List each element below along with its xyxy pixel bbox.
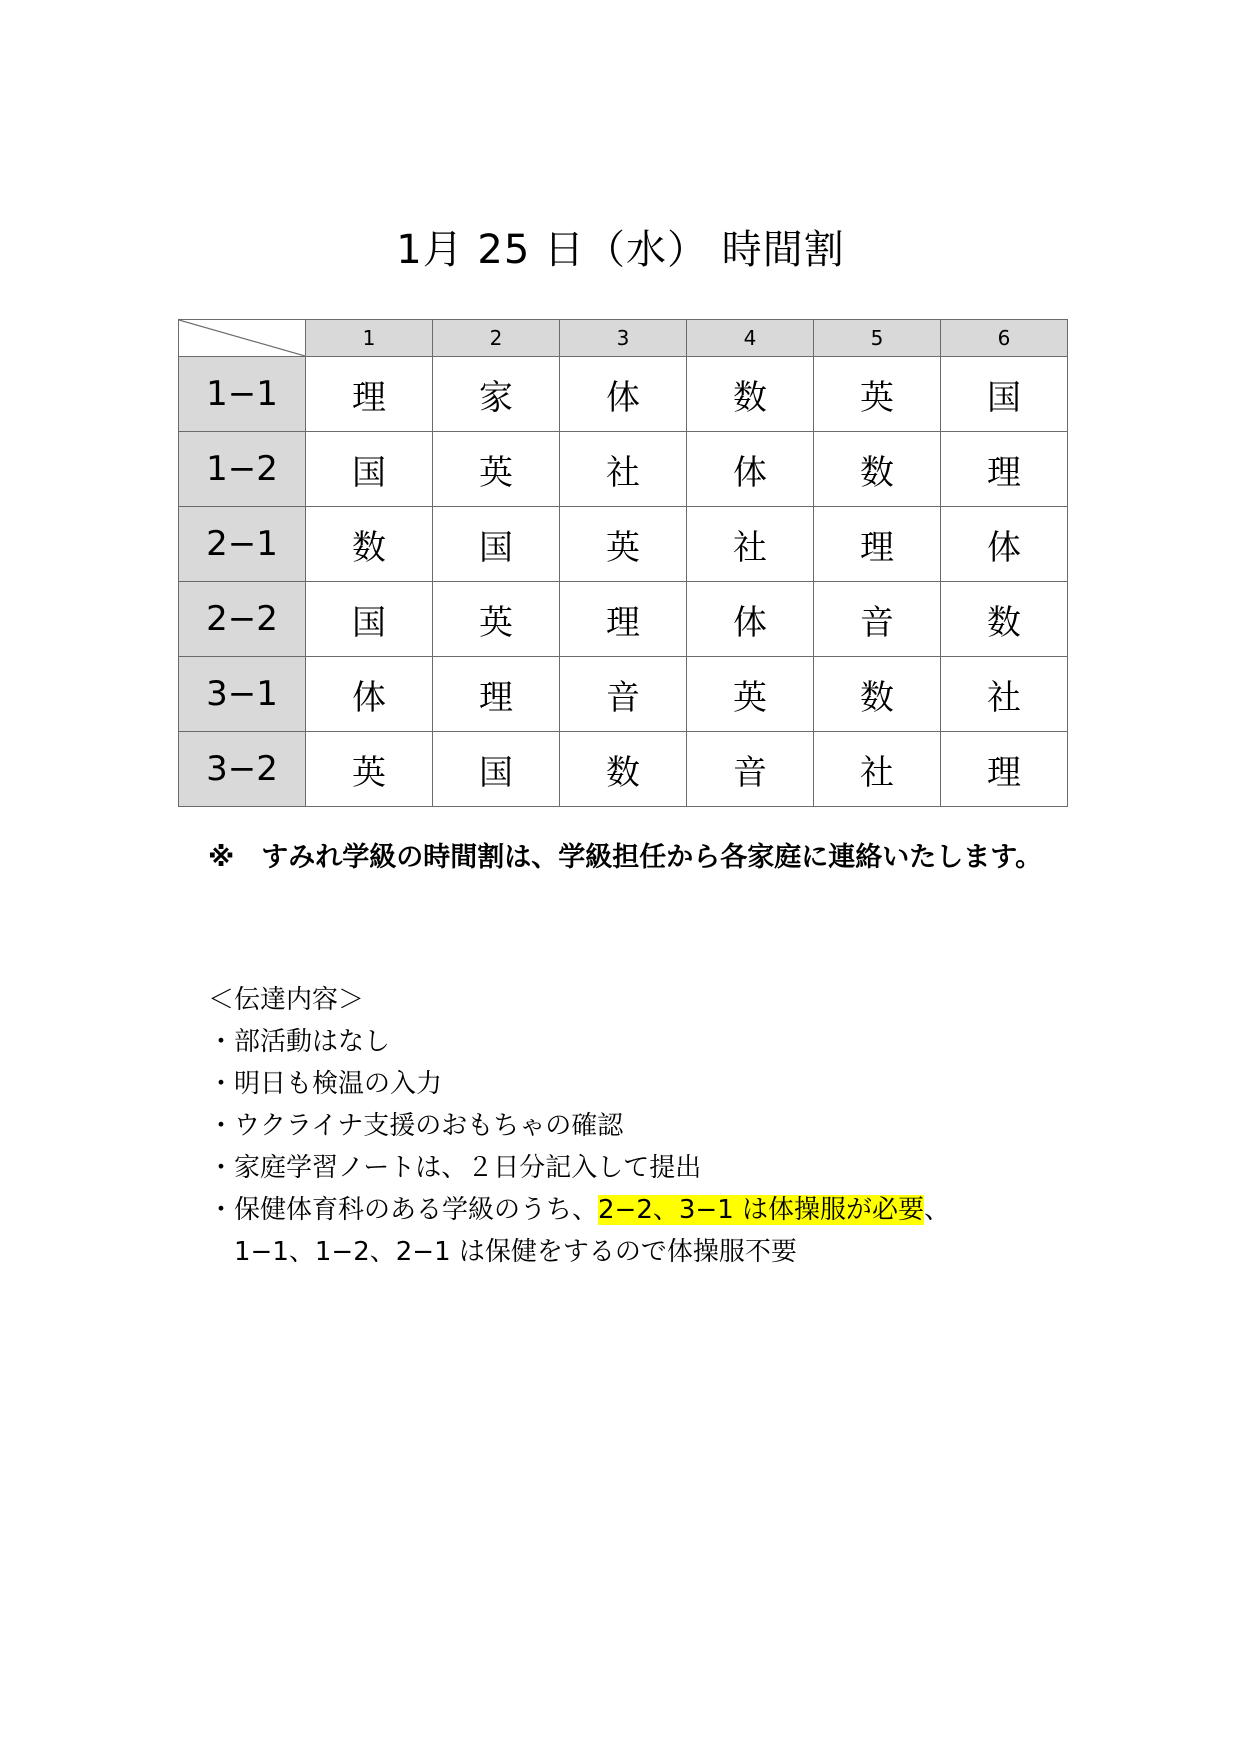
subject-cell: 国 bbox=[941, 357, 1068, 432]
subject-cell: 音 bbox=[560, 657, 687, 732]
subject-cell: 音 bbox=[687, 732, 814, 807]
pe-notice-comma: 、 bbox=[924, 1195, 951, 1225]
table-row bbox=[179, 432, 1068, 507]
period-header-6: 6 bbox=[941, 320, 1068, 357]
class-label: 3−1 bbox=[179, 657, 306, 732]
subject-cell: 社 bbox=[941, 657, 1068, 732]
sumire-class-note: ※ すみれ学級の時間割は、学級担任から各家庭に連絡いたします。 bbox=[208, 842, 1043, 873]
period-header-4: 4 bbox=[687, 320, 814, 357]
subject-cell: 数 bbox=[306, 507, 433, 582]
table-row bbox=[179, 582, 1068, 657]
class-label: 3−2 bbox=[179, 732, 306, 807]
class-label: 1−2 bbox=[179, 432, 306, 507]
subject-cell: 理 bbox=[814, 507, 941, 582]
table-row bbox=[179, 357, 1068, 432]
notice-item: ・家庭学習ノートは、２日分記入して提出 bbox=[208, 1153, 702, 1183]
subject-cell: 英 bbox=[560, 507, 687, 582]
subject-cell: 数 bbox=[687, 357, 814, 432]
timetable-header-row bbox=[179, 320, 1068, 357]
period-header-2: 2 bbox=[433, 320, 560, 357]
subject-cell: 社 bbox=[560, 432, 687, 507]
notice-item: ・部活動はなし bbox=[208, 1027, 391, 1057]
subject-cell: 国 bbox=[306, 432, 433, 507]
notices-section bbox=[208, 979, 950, 1273]
subject-cell: 国 bbox=[433, 732, 560, 807]
subject-cell: 理 bbox=[560, 582, 687, 657]
subject-cell: 体 bbox=[687, 582, 814, 657]
subject-cell: 体 bbox=[687, 432, 814, 507]
subject-cell: 社 bbox=[814, 732, 941, 807]
notice-item: ・ウクライナ支援のおもちゃの確認 bbox=[208, 1111, 624, 1141]
subject-cell: 理 bbox=[941, 432, 1068, 507]
period-header-5: 5 bbox=[814, 320, 941, 357]
notices-heading: ＜伝達内容＞ bbox=[208, 985, 365, 1015]
subject-cell: 国 bbox=[433, 507, 560, 582]
subject-cell: 理 bbox=[306, 357, 433, 432]
table-row bbox=[179, 657, 1068, 732]
subject-cell: 数 bbox=[941, 582, 1068, 657]
subject-cell: 英 bbox=[433, 582, 560, 657]
period-header-3: 3 bbox=[560, 320, 687, 357]
subject-cell: 国 bbox=[306, 582, 433, 657]
pe-highlight: 2−2、3−1 は体操服が必要 bbox=[598, 1195, 925, 1225]
page-title: 1月 25 日（水） 時間割 bbox=[396, 227, 845, 273]
subject-cell: 音 bbox=[814, 582, 941, 657]
subject-cell: 英 bbox=[306, 732, 433, 807]
class-label: 1−1 bbox=[179, 357, 306, 432]
subject-cell: 理 bbox=[433, 657, 560, 732]
table-row bbox=[179, 507, 1068, 582]
notice-item-pe-continuation: 1−1、1−2、2−1 は保健をするので体操服不要 bbox=[208, 1237, 797, 1267]
class-label: 2−1 bbox=[179, 507, 306, 582]
subject-cell: 社 bbox=[687, 507, 814, 582]
period-header-1: 1 bbox=[306, 320, 433, 357]
subject-cell: 数 bbox=[814, 657, 941, 732]
table-row bbox=[179, 732, 1068, 807]
subject-cell: 数 bbox=[560, 732, 687, 807]
timetable bbox=[178, 319, 1068, 807]
subject-cell: 体 bbox=[306, 657, 433, 732]
pe-notice-text: ・保健体育科のある学級のうち、 bbox=[208, 1195, 599, 1225]
subject-cell: 体 bbox=[941, 507, 1068, 582]
class-label: 2−2 bbox=[179, 582, 306, 657]
subject-cell: 家 bbox=[433, 357, 560, 432]
diagonal-line bbox=[179, 320, 305, 356]
corner-cell bbox=[179, 320, 306, 357]
subject-cell: 数 bbox=[814, 432, 941, 507]
subject-cell: 英 bbox=[433, 432, 560, 507]
subject-cell: 英 bbox=[687, 657, 814, 732]
subject-cell: 英 bbox=[814, 357, 941, 432]
subject-cell: 理 bbox=[941, 732, 1068, 807]
subject-cell: 体 bbox=[560, 357, 687, 432]
notice-item: ・明日も検温の入力 bbox=[208, 1069, 443, 1099]
notice-item-pe bbox=[208, 1189, 950, 1231]
